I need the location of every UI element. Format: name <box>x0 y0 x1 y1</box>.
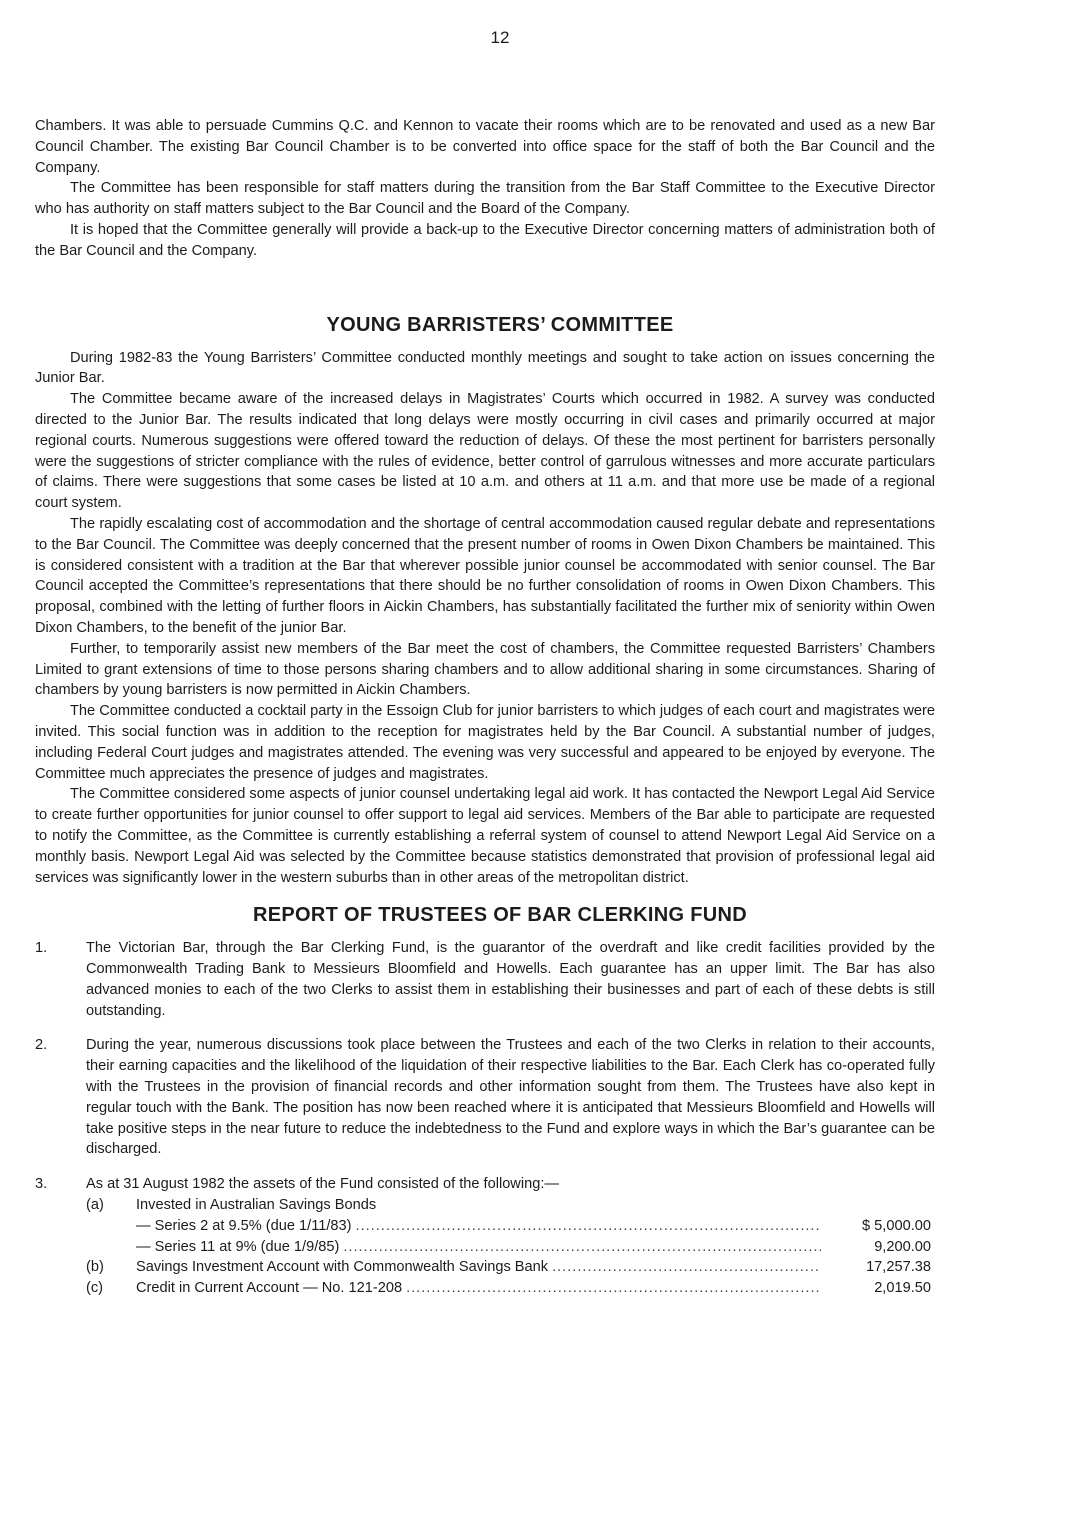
paragraph: The Committee became aware of the increased delays in Magistrates’ Courts which occurred in 1982. A survey was conducted directed to the Junior Bar. The results indicated that long delays were mostly occurring in civil cases and primarily occurred at major regional courts. Numerous suggestions were offered toward the reduction of delays. Of these the most pertinent for barristers personally were the suggestions of stricter compliance with the rules of evidence, better control of garrulous witnesses and more accurate particulars of claims. There were suggestions that some cases be listed at 10 a.m. and others at 11 a.m. and that more use be made of a regional court system. <box>35 391 935 512</box>
young-barristers-section <box>35 314 935 889</box>
paragraph: The Committee considered some aspects of junior counsel undertaking legal aid work. It has contacted the Newport Legal Aid Service to create further opportunities for junior counsel to offer support to legal aid services. Members of the Bar able to participate are requested to notify the Committee, as the Committee is currently establishing a referral system of counsel to attend Newport Legal Aid Service on a monthly basis. Newport Legal Aid was selected by the Committee because statistics demonstrated that provision of professional legal aid services was significantly lower in the western suburbs than in other areas of the metropolitan district. <box>35 786 935 886</box>
asset-amount: 17,257.38 <box>866 1259 931 1276</box>
dot-leader <box>406 1278 821 1299</box>
list-item <box>35 1174 935 1195</box>
paragraph: The rapidly escalating cost of accommodation and the shortage of central accommodation caused regular debate and representations to the Bar Council. The Committee was deeply concerned that the present number of rooms in Owen Dixon Chambers be maintained. This is considered consistent with a tradition at the Bar that wherever possible junior counsel be accommodated with senior counsel. The Bar Council accepted the Committee’s representations that there should be no further consolidation of rooms in Owen Dixon Chambers. This proposal, combined with the letting of further floors in Aickin Chambers, has substantially facilitated the further mix of seniority within Owen Dixon Chambers, to the benefit of the junior Bar. <box>35 515 935 636</box>
asset-row-c <box>86 1278 935 1299</box>
asset-row-b <box>86 1257 935 1278</box>
asset-label: Credit in Current Account — No. 121-208 <box>136 1280 403 1297</box>
paragraph: Chambers. It was able to persuade Cummins Q.C. and Kennon to vacate their rooms which are to be renovated and used as a new Bar Council Chamber. The existing Bar Council Chamber is to be converted into office space for the staff of both the Bar Council and the Company. <box>35 118 935 176</box>
assets-list <box>35 1195 935 1299</box>
numbered-list <box>35 938 935 1195</box>
document-page <box>35 28 935 1299</box>
paragraph: It is hoped that the Committee generally will provide a back-up to the Executive Director concerning matters of administration both of the Bar Council and the Company. <box>35 221 935 259</box>
item-number: 1. <box>35 940 48 957</box>
asset-amount: $ 5,000.00 <box>862 1217 931 1234</box>
asset-row-a <box>86 1195 935 1216</box>
asset-letter: (a) <box>86 1197 104 1214</box>
page-number: 12 <box>490 28 510 47</box>
item-text: The Victorian Bar, through the Bar Clerking Fund, is the guarantor of the overdraft and like credit facilities provided by the Commonwealth Trading Bank to Messieurs Bloomfield and Howells. Each guarantee has an upper limit. The Bar has also advanced monies to each of the two Clerks to assist them in establishing their businesses and part of each of these debts is still outstanding. <box>86 940 935 1019</box>
dot-leader <box>356 1216 821 1237</box>
section-heading: REPORT OF TRUSTEES OF BAR CLERKING FUND <box>253 904 747 927</box>
item-number: 3. <box>35 1176 48 1193</box>
asset-label: Savings Investment Account with Commonwealth Savings Bank <box>136 1259 549 1276</box>
asset-row-series <box>86 1216 935 1237</box>
intro-section <box>35 116 935 262</box>
trustees-report-section <box>35 904 935 1299</box>
item-number: 2. <box>35 1037 48 1054</box>
series-label: — Series 11 at 9% (due 1/9/85) <box>136 1238 340 1255</box>
paragraph: The Committee has been responsible for staff matters during the transition from the Bar Staff Committee to the Executive Director who has authority on staff matters subject to the Bar Council and the Board of the Company. <box>35 180 935 218</box>
list-item <box>35 938 935 1021</box>
item-text: As at 31 August 1982 the assets of the Fund consisted of the following:— <box>86 1176 559 1193</box>
dot-leader <box>343 1237 821 1258</box>
asset-label: Invested in Australian Savings Bonds <box>136 1197 377 1214</box>
asset-row-series <box>86 1237 935 1258</box>
asset-letter: (c) <box>86 1280 104 1297</box>
paragraph: Further, to temporarily assist new members of the Bar meet the cost of chambers, the Committee requested Barristers’ Chambers Limited to grant extensions of time to those persons sharing chambers and to allow additional sharing in some circumstances. Sharing of chambers by young barristers is now permitted in Aickin Chambers. <box>35 640 935 699</box>
asset-amount: 2,019.50 <box>874 1280 931 1297</box>
series-label: — Series 2 at 9.5% (due 1/11/83) <box>136 1217 352 1234</box>
paragraph: During 1982-83 the Young Barristers’ Committee conducted monthly meetings and sought to take action on issues concerning the Junior Bar. <box>35 349 935 387</box>
section-heading: YOUNG BARRISTERS’ COMMITTEE <box>326 313 674 336</box>
paragraph: The Committee conducted a cocktail party in the Essoign Club for junior barristers to which judges of each court and magistrates were invited. This social function was in addition to the reception for magistrates held by the Bar Council. A substantial number of judges, including Federal Court judges and magistrates attended. The evening was very successful and appeared to be enjoyed by everyone. The Committee much appreciates the presence of judges and magistrates. <box>35 703 935 782</box>
dot-leader <box>552 1257 821 1278</box>
list-item <box>35 1035 935 1160</box>
asset-letter: (b) <box>86 1259 104 1276</box>
item-text: During the year, numerous discussions took place between the Trustees and each of the two Clerks in relation to their accounts, their earning capacities and the likelihood of the liquidation of their respective liabilities to the Bar. Each Clerk has co-operated fully with the Trustees in the provision of financial records and other information sought from them. The Trustees have also kept in regular touch with the Bank. The position has now been reached where it is anticipated that Messieurs Bloomfield and Howells will take positive steps in the near future to reduce the indebtedness to the Fund and explore ways in which the Bar’s guarantee can be discharged. <box>86 1037 935 1158</box>
asset-amount: 9,200.00 <box>874 1238 931 1255</box>
